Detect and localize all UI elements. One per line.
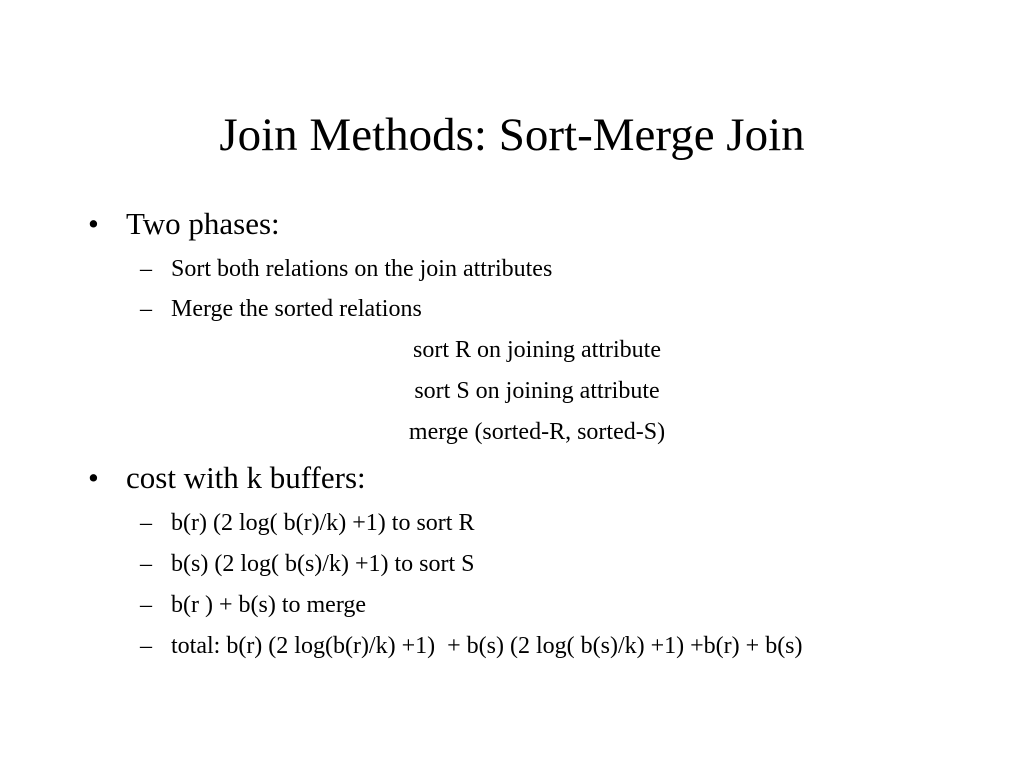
bullet-item-cost xyxy=(0,459,1024,497)
dash-icon: – xyxy=(140,633,152,659)
bullet-text: cost with k buffers: xyxy=(126,460,366,495)
bullet-icon: • xyxy=(88,460,99,495)
dash-icon: – xyxy=(140,592,152,618)
centered-line-sort-r xyxy=(0,335,1024,365)
bullet-icon: • xyxy=(88,206,99,241)
centered-line-text: sort R on joining attribute xyxy=(413,337,661,363)
dash-icon: – xyxy=(140,510,152,536)
sub-item-text: b(s) (2 log( b(s)/k) +1) to sort S xyxy=(171,551,475,577)
slide-title: Join Methods: Sort-Merge Join xyxy=(219,109,805,161)
sub-item-sort-s-cost xyxy=(0,549,1024,579)
sub-item-total-cost xyxy=(0,631,1024,661)
sub-item-sort-both xyxy=(0,254,1024,284)
sub-item-merge-sorted xyxy=(0,294,1024,324)
centered-line-merge xyxy=(0,417,1024,447)
dash-icon: – xyxy=(140,551,152,577)
sub-item-text: b(r) (2 log( b(r)/k) +1) to sort R xyxy=(171,510,475,536)
bullet-item-two-phases xyxy=(0,205,1024,243)
sub-item-text: total: b(r) (2 log(b(r)/k) +1) + b(s) (2 log( b(s)/k) +1) +b(r) + b(s) xyxy=(171,633,803,659)
bullet-text: Two phases: xyxy=(126,206,280,241)
centered-line-text: sort S on joining attribute xyxy=(414,378,660,404)
sub-item-text: b(r ) + b(s) to merge xyxy=(171,592,367,618)
sub-item-text: Merge the sorted relations xyxy=(171,296,422,322)
dash-icon: – xyxy=(140,296,152,322)
sub-item-sort-r-cost xyxy=(0,508,1024,538)
sub-item-merge-cost xyxy=(0,590,1024,620)
sub-item-text: Sort both relations on the join attributes xyxy=(171,256,553,282)
centered-line-sort-s xyxy=(0,376,1024,406)
dash-icon: – xyxy=(140,256,152,282)
centered-line-text: merge (sorted-R, sorted-S) xyxy=(408,419,666,445)
